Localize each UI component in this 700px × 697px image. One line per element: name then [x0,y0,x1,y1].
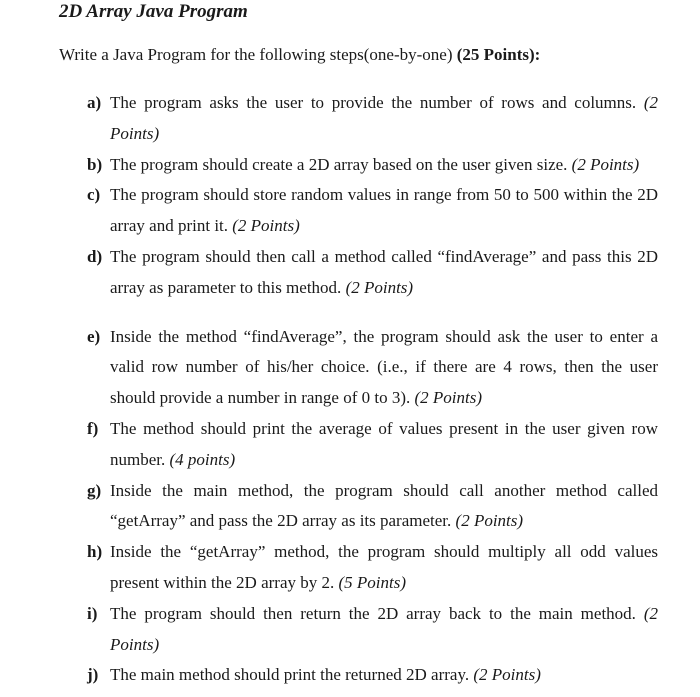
list-item [0,414,658,476]
item-points: (2 Points) [232,216,300,236]
item-points: (2 Points) [110,603,658,654]
list-item [0,242,658,304]
item-letter: h) [87,542,103,562]
item-letter: f) [87,418,99,438]
item-points: (2 Points) [414,388,483,408]
item-text: The method should print the average of values present in the user given row number. [110,418,658,469]
item-text: Inside the main method, the program should call another method called “getArray” and pass the 2D array as its parameter. [110,480,658,531]
item-text: The program should then call a method called “findAverage” and pass this 2D array as parameter to this method. [110,246,658,297]
item-points: (2 Points) [473,665,541,685]
item-letter: a) [87,93,102,112]
item-letter: j) [87,665,99,685]
item-text: The program should create a 2D array based on the user given size. [110,154,572,174]
item-points: (4 points) [169,449,236,469]
item-text: The main method should print the returned 2D array. [110,665,474,685]
list-item [0,88,658,150]
item-text: The program asks the user to provide the number of rows and columns. [110,93,644,112]
item-points: (2 Points) [345,277,414,297]
item-letter: b) [87,154,103,174]
item-letter: i) [87,603,98,623]
list-item [0,660,658,691]
item-points: (5 Points) [338,572,407,592]
item-points: (2 Points) [110,93,658,143]
list-item [0,150,658,181]
intro-points: (25 Points): [456,45,541,64]
item-points: (2 Points) [455,511,524,531]
intro-paragraph [59,43,540,67]
item-letter: g) [87,480,102,500]
intro-text: Write a Java Program for the following steps(one-by-one) [59,45,457,64]
item-text: Inside the “getArray” method, the program should multiply all odd values present within the 2D array by 2. [110,542,658,592]
item-letter: d) [87,246,103,266]
item-letter: c) [87,185,101,205]
list-item [0,322,658,414]
list-item [0,599,658,661]
list-item [0,476,658,538]
item-text: The program should store random values in range from 50 to 500 within the 2D array and print it. [110,185,658,236]
list-item [0,537,658,599]
document-title: 2D Array Java Program [59,1,248,22]
item-letter: e) [87,326,101,346]
list-item [0,180,658,242]
steps-list [0,88,700,691]
item-text: The program should then return the 2D array back to the main method. [110,603,644,623]
item-text: Inside the method “findAverage”, the program should ask the user to enter a valid row number of his/her choice. (i.e., if there are 4 rows, then the user should provide a number in range of 0 to 3). [110,326,658,408]
item-points: (2 Points) [571,154,640,174]
